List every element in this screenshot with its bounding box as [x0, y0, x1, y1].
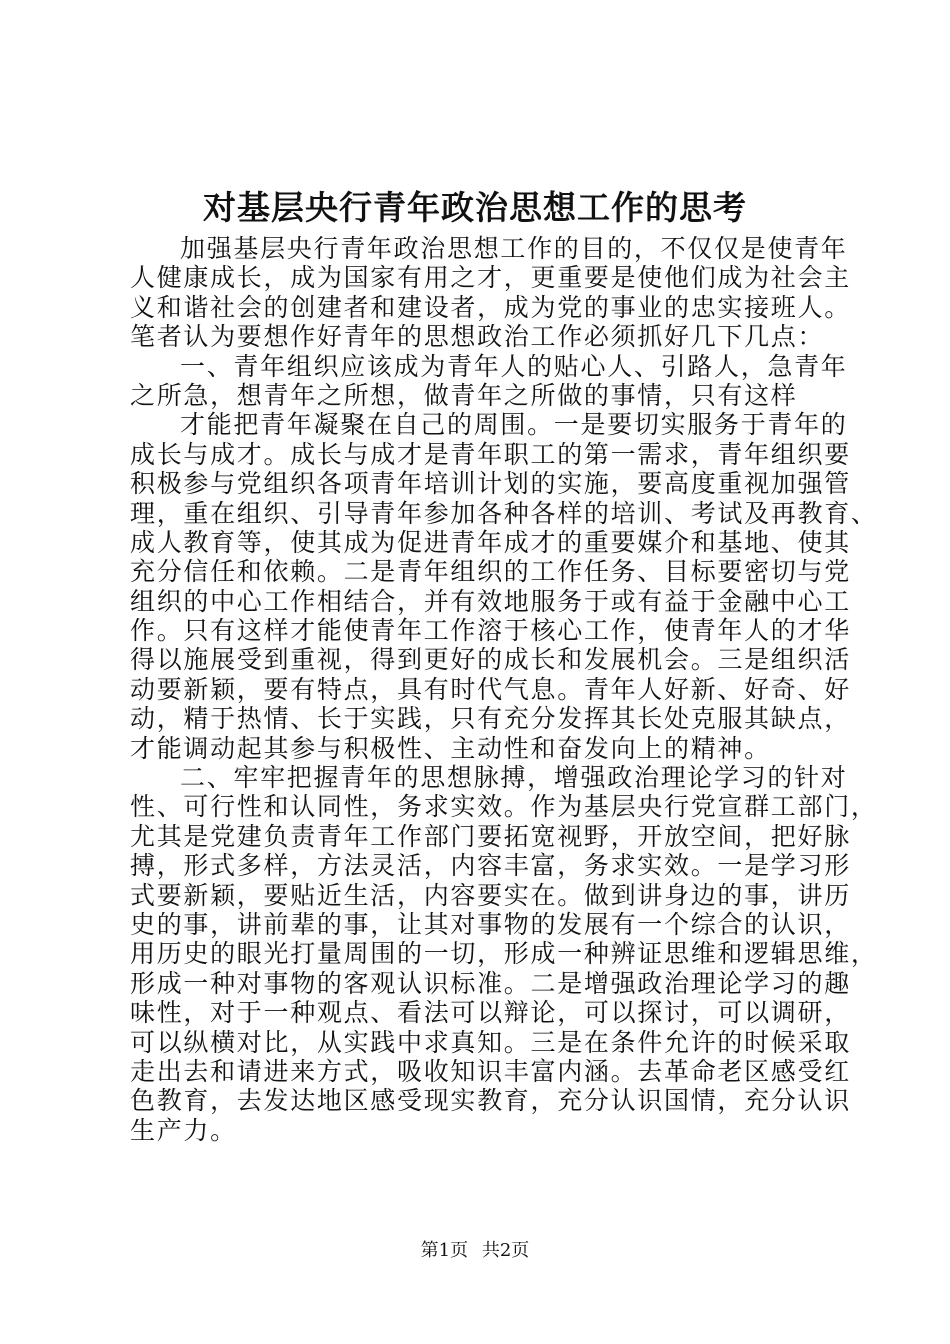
document-body — [130, 234, 878, 1145]
text-line: 史的事，讲前辈的事，让其对事物的发展有一个综合的认识， — [130, 909, 851, 939]
document-title: 对基层央行青年政治思想工作的思考 — [203, 188, 747, 227]
text-line: 加强基层央行青年政治思想工作的目的，不仅仅是使青年 — [180, 234, 848, 263]
text-line: 成长与成才。成长与成才是青年职工的第一需求，青年组织要 — [130, 439, 851, 469]
text-line: 才能把青年凝聚在自己的周围。一是要切实服务于青年的 — [180, 410, 848, 440]
page-number-current: 第1页 — [420, 1240, 469, 1261]
page-number-total: 共2页 — [481, 1240, 530, 1261]
text-line: 人健康成长，成为国家有用之才，更重要是使他们成为社会主 — [130, 263, 851, 293]
text-line: 搏，形式多样，方法灵活，内容丰富，务求实效。一是学习形 — [130, 851, 851, 881]
text-line: 动要新颖，要有特点，具有时代气息。青年人好新、好奇、好 — [130, 674, 851, 704]
text-line: 用历史的眼光打量周围的一切，形成一种辨证思维和逻辑思维， — [130, 939, 878, 969]
text-line: 动，精于热情、长于实践，只有充分发挥其长处克服其缺点， — [130, 704, 851, 734]
text-line: 性、可行性和认同性，务求实效。作为基层央行党宣群工部门， — [130, 792, 878, 822]
text-line: 生产力。 — [130, 1115, 237, 1145]
text-line: 义和谐社会的创建者和建设者，成为党的事业的忠实接班人。 — [130, 292, 851, 322]
text-line: 一、青年组织应该成为青年人的贴心人、引路人，急青年 — [180, 351, 848, 381]
text-line: 积极参与党组织各项青年培训计划的实施，要高度重视加强管 — [130, 469, 851, 499]
text-line: 尤其是党建负责青年工作部门要拓宽视野，开放空间，把好脉 — [130, 821, 851, 851]
text-line: 作。只有这样才能使青年工作溶于核心工作，使青年人的才华 — [130, 616, 851, 646]
text-line: 才能调动起其参与积极性、主动性和奋发向上的精神。 — [130, 733, 771, 763]
text-line: 理，重在组织、引导青年参加各种各样的培训、考试及再教育、 — [130, 498, 878, 528]
text-line: 组织的中心工作相结合，并有效地服务于或有益于金融中心工 — [130, 586, 851, 616]
text-line: 得以施展受到重视，得到更好的成长和发展机会。三是组织活 — [130, 645, 851, 675]
text-line: 味性，对于一种观点、看法可以辩论，可以探讨，可以调研， — [130, 998, 851, 1028]
text-line: 充分信任和依赖。二是青年组织的工作任务、目标要密切与党 — [130, 557, 851, 587]
text-line: 之所急，想青年之所想，做青年之所做的事情，只有这样 — [130, 380, 798, 410]
text-line: 二、牢牢把握青年的思想脉搏，增强政治理论学习的针对 — [180, 763, 848, 793]
text-line: 形成一种对事物的客观认识标准。二是增强政治理论学习的趣 — [130, 968, 851, 998]
text-line: 可以纵横对比，从实践中求真知。三是在条件允许的时候采取 — [130, 1027, 851, 1057]
text-line: 式要新颖，要贴近生活，内容要实在。做到讲身边的事，讲历 — [130, 880, 851, 910]
text-line: 成人教育等，使其成为促进青年成才的重要媒介和基地、使其 — [130, 527, 851, 557]
text-line: 色教育，去发达地区感受现实教育，充分认识国情，充分认识 — [130, 1086, 851, 1116]
page-footer — [0, 1240, 950, 1262]
text-line: 笔者认为要想作好青年的思想政治工作必须抓好几下几点： — [130, 322, 825, 352]
text-line: 走出去和请进来方式，吸收知识丰富内涵。去革命老区感受红 — [130, 1056, 851, 1086]
